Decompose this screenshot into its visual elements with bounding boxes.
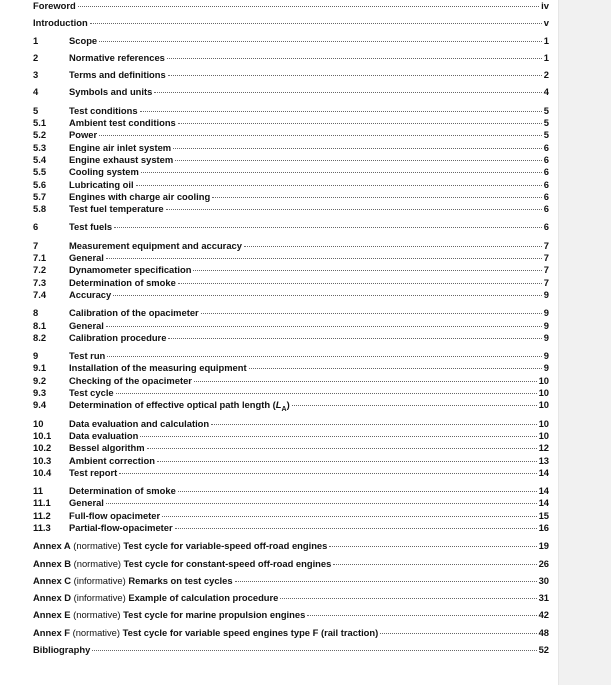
annex-label: Annex A [33, 540, 71, 552]
symbol-subscript: A [281, 406, 287, 414]
dot-leader [211, 424, 536, 425]
dot-leader [107, 356, 541, 357]
toc-entry-title [33, 540, 327, 552]
toc-page-number: 7 [543, 252, 549, 264]
toc-entry-title [69, 203, 164, 215]
toc-entry-text: Data evaluation and calculation [69, 417, 210, 429]
toc-entry-text: Ambient correction [69, 454, 155, 466]
toc-page-number: 16 [538, 521, 549, 533]
annex-kind: (normative) [69, 626, 123, 638]
toc-page-number: 9 [543, 319, 549, 331]
toc-entry-title [69, 320, 104, 332]
toc-entry[interactable] [33, 350, 549, 362]
toc-entry-text: Determination of effective optical path length ( [69, 399, 276, 411]
toc-entry[interactable] [33, 307, 549, 319]
toc-page-number: 7 [543, 239, 549, 251]
toc-entry-number: 5.6 [33, 178, 47, 190]
toc-page-number: 1 [543, 34, 549, 46]
toc-entry-text: Accuracy [69, 288, 112, 300]
toc-entry-text: Calibration procedure [69, 331, 167, 343]
toc-entry-number: 7 [33, 239, 39, 251]
toc-page-number: 6 [543, 153, 549, 165]
toc-entry-title [33, 575, 233, 587]
dot-leader [212, 197, 542, 198]
toc-entry-number: 5.2 [33, 129, 47, 141]
dot-leader [292, 405, 537, 406]
dot-leader [194, 381, 537, 382]
toc-entry-title [69, 35, 97, 47]
toc-entry-title [69, 399, 290, 416]
toc-entry-title [69, 52, 165, 64]
dot-leader [173, 148, 542, 149]
toc-entry-number: 6 [33, 221, 39, 233]
toc-entry[interactable] [33, 129, 549, 141]
dot-leader [201, 313, 542, 314]
toc-entry[interactable] [33, 387, 549, 399]
toc-entry-text: Lubricating oil [69, 178, 134, 190]
toc-entry[interactable] [33, 166, 549, 178]
toc-entry-number: 7.2 [33, 264, 47, 276]
symbol-close: ) [286, 399, 290, 411]
toc-entry-title [69, 86, 152, 98]
toc-entry-number: 10.1 [33, 429, 52, 441]
toc-entry-title [69, 375, 192, 387]
toc-entry-text: Checking of the opacimeter [69, 374, 192, 386]
toc-entry-title [69, 252, 104, 264]
dot-leader [136, 185, 542, 186]
toc-entry-title [69, 179, 134, 191]
symbol-l: L [275, 399, 282, 411]
toc-entry[interactable] [33, 510, 549, 522]
toc-entry-number: 11.2 [33, 509, 51, 521]
toc-entry-number: 5.4 [33, 153, 47, 165]
toc-entry-title [69, 467, 117, 479]
toc-entry[interactable] [33, 627, 549, 639]
toc-page-number: iv [541, 0, 549, 11]
toc-page-number: 52 [538, 644, 549, 656]
dot-leader [235, 581, 537, 582]
dot-leader [178, 123, 542, 124]
dot-leader [307, 615, 536, 616]
toc-entry-text: General [69, 319, 104, 331]
dot-leader [113, 295, 542, 296]
toc-entry-number: 8 [33, 307, 39, 319]
dot-leader [167, 58, 542, 59]
toc-page-number: 15 [538, 509, 549, 521]
toc-entry-text: Power [69, 129, 98, 141]
toc-entry[interactable] [33, 117, 549, 129]
annex-label: Annex E [33, 609, 71, 621]
toc-entry-number: 5.8 [33, 203, 47, 215]
toc-entry-number: 10.4 [33, 466, 52, 478]
toc-entry-number: 9.2 [33, 374, 47, 386]
annex-title: Remarks on test cycles [128, 574, 233, 586]
dot-leader [175, 528, 537, 529]
toc-entry-number: 4 [33, 86, 39, 98]
toc-entry[interactable] [33, 289, 549, 301]
toc-entry-title [69, 240, 242, 252]
toc-page-number: 9 [543, 307, 549, 319]
toc-entry[interactable] [33, 362, 549, 374]
toc-entry-number: 7.1 [33, 252, 47, 264]
toc-entry-title [69, 522, 173, 534]
toc-page-number: 12 [538, 442, 549, 454]
toc-entry-text: Partial-flow-opacimeter [69, 521, 173, 533]
toc-entry[interactable] [33, 430, 549, 442]
toc-entry-text: Introduction [33, 17, 88, 29]
dot-leader [249, 368, 542, 369]
toc-entry[interactable] [33, 264, 549, 276]
toc-entry-text: Engine exhaust system [69, 153, 174, 165]
toc-entry[interactable] [33, 485, 549, 497]
toc-entry-title [33, 609, 305, 621]
toc-entry-title [69, 332, 166, 344]
toc-page-number: 10 [538, 387, 549, 399]
toc-entry-number: 5.3 [33, 141, 47, 153]
dot-leader [157, 461, 537, 462]
toc-entry[interactable] [33, 644, 549, 656]
toc-entry-number: 10.3 [33, 454, 52, 466]
dot-leader [329, 546, 536, 547]
toc-entry-number: 8.1 [33, 319, 47, 331]
dot-leader [92, 650, 536, 651]
toc-page-number: 10 [538, 429, 549, 441]
toc-entry[interactable] [33, 154, 549, 166]
toc-entry[interactable] [33, 277, 549, 289]
toc-entry[interactable] [33, 497, 549, 509]
toc-entry-number: 7.3 [33, 276, 47, 288]
toc-page-number: 6 [543, 178, 549, 190]
toc-entry-title [69, 129, 97, 141]
toc-entry-text: Foreword [33, 0, 76, 11]
toc-page-number: 31 [538, 592, 549, 604]
annex-kind: (informative) [71, 574, 129, 586]
dot-leader [162, 516, 536, 517]
toc-entry[interactable] [33, 69, 549, 81]
toc-entry-title [33, 0, 76, 12]
annex-title: Example of calculation procedure [128, 592, 279, 604]
toc-entry-title [69, 485, 176, 497]
dot-leader [333, 564, 536, 565]
dot-leader [178, 283, 542, 284]
toc-entry-number: 9.4 [33, 399, 47, 411]
toc-entry-number: 3 [33, 69, 39, 81]
toc-entry-title [69, 418, 209, 430]
toc-page-number: 5 [543, 129, 549, 141]
dot-leader [106, 258, 542, 259]
toc-page-number: 48 [538, 626, 549, 638]
toc-page-number: 9 [543, 288, 549, 300]
toc-entry-number: 5.1 [33, 117, 47, 129]
toc-page-number: 1 [543, 51, 549, 63]
dot-leader [99, 41, 542, 42]
toc-page-number: 5 [543, 117, 549, 129]
toc-entry-text: General [69, 497, 104, 509]
toc-entry[interactable] [33, 142, 549, 154]
dot-leader [119, 473, 536, 474]
toc-entry[interactable] [33, 0, 549, 12]
toc-entry[interactable] [33, 455, 549, 467]
toc-page-number: 7 [543, 264, 549, 276]
toc-page-number: v [543, 17, 549, 29]
toc-entry[interactable] [33, 399, 549, 414]
toc-entry-text: Ambient test conditions [69, 117, 176, 129]
toc-page-number: 6 [543, 166, 549, 178]
annex-kind: (normative) [70, 540, 124, 552]
toc-entry-text: Determination of smoke [69, 276, 176, 288]
toc-entry-title [33, 17, 88, 29]
toc-entry-title [69, 105, 138, 117]
toc-entry-title [69, 191, 210, 203]
toc-entry-title [69, 510, 160, 522]
toc-entry[interactable] [33, 17, 549, 29]
toc-entry-text: Dynamometer specification [69, 264, 192, 276]
dot-leader [193, 270, 541, 271]
toc-entry-title [69, 387, 114, 399]
toc-entry[interactable] [33, 442, 549, 454]
toc-entry[interactable] [33, 522, 549, 534]
toc-page-number: 6 [543, 203, 549, 215]
annex-label: Annex F [33, 626, 70, 638]
toc-page-number: 6 [543, 190, 549, 202]
dot-leader [175, 160, 542, 161]
dot-leader [78, 6, 539, 7]
dot-leader [106, 326, 542, 327]
toc-entry-text: Bibliography [33, 644, 91, 656]
toc-entry-title [33, 592, 278, 604]
toc-entry-title [69, 221, 112, 233]
toc-page-number: 19 [538, 540, 549, 552]
toc-entry[interactable] [33, 52, 549, 64]
toc-entry[interactable] [33, 332, 549, 344]
dot-leader [140, 111, 542, 112]
dot-leader [147, 448, 537, 449]
toc-entry[interactable] [33, 609, 549, 621]
toc-entry-title [69, 277, 176, 289]
toc-page-number: 9 [543, 331, 549, 343]
toc-entry-text: Installation of the measuring equipment [69, 362, 247, 374]
toc-entry-number: 10.2 [33, 442, 52, 454]
dot-leader [380, 633, 536, 634]
dot-leader [244, 246, 542, 247]
toc-entry-title [69, 455, 155, 467]
toc-entry-number: 11.3 [33, 521, 51, 533]
toc-entry[interactable] [33, 540, 549, 552]
toc-page-number: 30 [538, 574, 549, 586]
toc-entry-number: 8.2 [33, 331, 47, 343]
annex-kind: (normative) [71, 557, 124, 569]
toc-entry-number: 5.5 [33, 166, 47, 178]
toc-entry-text: Bessel algorithm [69, 442, 145, 454]
toc-entry-title [69, 430, 138, 442]
toc-page-number: 6 [543, 221, 549, 233]
toc-page-number: 10 [538, 399, 549, 411]
annex-label: Annex D [33, 592, 72, 604]
toc-entry-text: Test fuels [69, 221, 113, 233]
annex-title: Test cycle for marine propulsion engines [123, 609, 306, 621]
toc-entry[interactable] [33, 35, 549, 47]
toc-entry-title [33, 627, 378, 639]
annex-kind: (normative) [70, 609, 124, 621]
toc-entry-title [69, 350, 105, 362]
toc-entry[interactable] [33, 375, 549, 387]
toc-page-number: 10 [538, 374, 549, 386]
toc-entry[interactable] [33, 575, 549, 587]
toc-entry-title [69, 166, 139, 178]
table-of-contents [33, 0, 549, 656]
toc-entry-text: Terms and definitions [69, 69, 166, 81]
toc-page-number: 14 [538, 497, 549, 509]
toc-entry-title [69, 307, 199, 319]
toc-page-number: 5 [543, 104, 549, 116]
toc-entry-text: Data evaluation [69, 429, 139, 441]
dot-leader [116, 393, 537, 394]
toc-entry-text: Full-flow opacimeter [69, 509, 161, 521]
dot-leader [141, 172, 542, 173]
toc-entry-text: Calibration of the opacimeter [69, 307, 199, 319]
toc-entry-text: General [69, 252, 104, 264]
toc-entry[interactable] [33, 191, 549, 203]
annex-label: Annex C [33, 574, 72, 586]
toc-page-number: 2 [543, 69, 549, 81]
dot-leader [280, 598, 536, 599]
toc-entry-number: 2 [33, 51, 39, 63]
dot-leader [106, 503, 537, 504]
toc-page-number: 9 [543, 362, 549, 374]
toc-entry[interactable] [33, 179, 549, 191]
toc-entry-title [69, 69, 166, 81]
toc-page-number: 42 [538, 609, 549, 621]
page-side-margin [558, 0, 611, 685]
annex-title: Test cycle for constant-speed off-road engines [123, 557, 332, 569]
toc-entry-title [69, 264, 191, 276]
toc-entry-text: Measurement equipment and accuracy [69, 239, 242, 251]
annex-title: Test cycle for variable-speed off-road engines [123, 540, 328, 552]
toc-entry-number: 5 [33, 104, 39, 116]
toc-page-number: 7 [543, 276, 549, 288]
toc-entry-title [33, 558, 331, 570]
toc-page-number: 26 [538, 557, 549, 569]
dot-leader [166, 209, 542, 210]
toc-entry-number: 11.1 [33, 497, 51, 509]
toc-page-number: 4 [543, 86, 549, 98]
toc-entry-number: 5.7 [33, 190, 47, 202]
toc-entry[interactable] [33, 592, 549, 604]
toc-entry[interactable] [33, 418, 549, 430]
toc-entry-text: Test conditions [69, 104, 138, 116]
toc-entry-number: 10 [33, 417, 44, 429]
toc-entry-number: 11 [33, 485, 43, 497]
toc-entry[interactable] [33, 320, 549, 332]
toc-entry-text: Test run [69, 350, 106, 362]
toc-entry[interactable] [33, 252, 549, 264]
toc-entry[interactable] [33, 240, 549, 252]
toc-entry-number: 9.3 [33, 387, 47, 399]
toc-entry-title [69, 362, 247, 374]
toc-entry-text: Determination of smoke [69, 485, 176, 497]
dot-leader [140, 436, 536, 437]
toc-entry-number: 7.4 [33, 288, 47, 300]
toc-entry-text: Test fuel temperature [69, 203, 164, 215]
toc-entry[interactable] [33, 221, 549, 233]
toc-entry-title [69, 442, 145, 454]
toc-entry[interactable] [33, 467, 549, 479]
toc-entry[interactable] [33, 105, 549, 117]
toc-entry-text: Engine air inlet system [69, 141, 172, 153]
toc-entry-title [69, 117, 176, 129]
toc-entry-title [69, 497, 104, 509]
annex-label: Annex B [33, 557, 72, 569]
toc-entry[interactable] [33, 203, 549, 215]
dot-leader [168, 75, 542, 76]
toc-entry-text: Cooling system [69, 166, 139, 178]
toc-entry-text: Engines with charge air cooling [69, 190, 211, 202]
annex-title: Test cycle for variable speed engines type F (rail traction) [122, 626, 379, 638]
toc-entry[interactable] [33, 86, 549, 98]
toc-page-number: 13 [538, 454, 549, 466]
toc-page-number: 6 [543, 141, 549, 153]
dot-leader [168, 338, 541, 339]
dot-leader [178, 491, 537, 492]
toc-entry-title [69, 154, 173, 166]
toc-entry-number: 1 [33, 34, 39, 46]
toc-entry-number: 9 [33, 350, 39, 362]
dot-leader [154, 92, 541, 93]
toc-page-number: 10 [538, 417, 549, 429]
toc-entry-number: 9.1 [33, 362, 47, 374]
annex-kind: (informative) [71, 592, 129, 604]
toc-entry-title [69, 142, 171, 154]
toc-entry-text: Test report [69, 466, 118, 478]
dot-leader [99, 135, 542, 136]
toc-entry-title [33, 644, 90, 656]
toc-page-number: 14 [538, 466, 549, 478]
toc-entry-text: Scope [69, 34, 98, 46]
toc-entry-text: Normative references [69, 51, 165, 63]
toc-page-number: 14 [538, 485, 549, 497]
toc-entry-text: Symbols and units [69, 86, 153, 98]
dot-leader [114, 227, 542, 228]
toc-page-number: 9 [543, 350, 549, 362]
toc-entry-title [69, 289, 111, 301]
toc-entry-text: Test cycle [69, 387, 114, 399]
toc-entry[interactable] [33, 558, 549, 570]
dot-leader [90, 23, 542, 24]
